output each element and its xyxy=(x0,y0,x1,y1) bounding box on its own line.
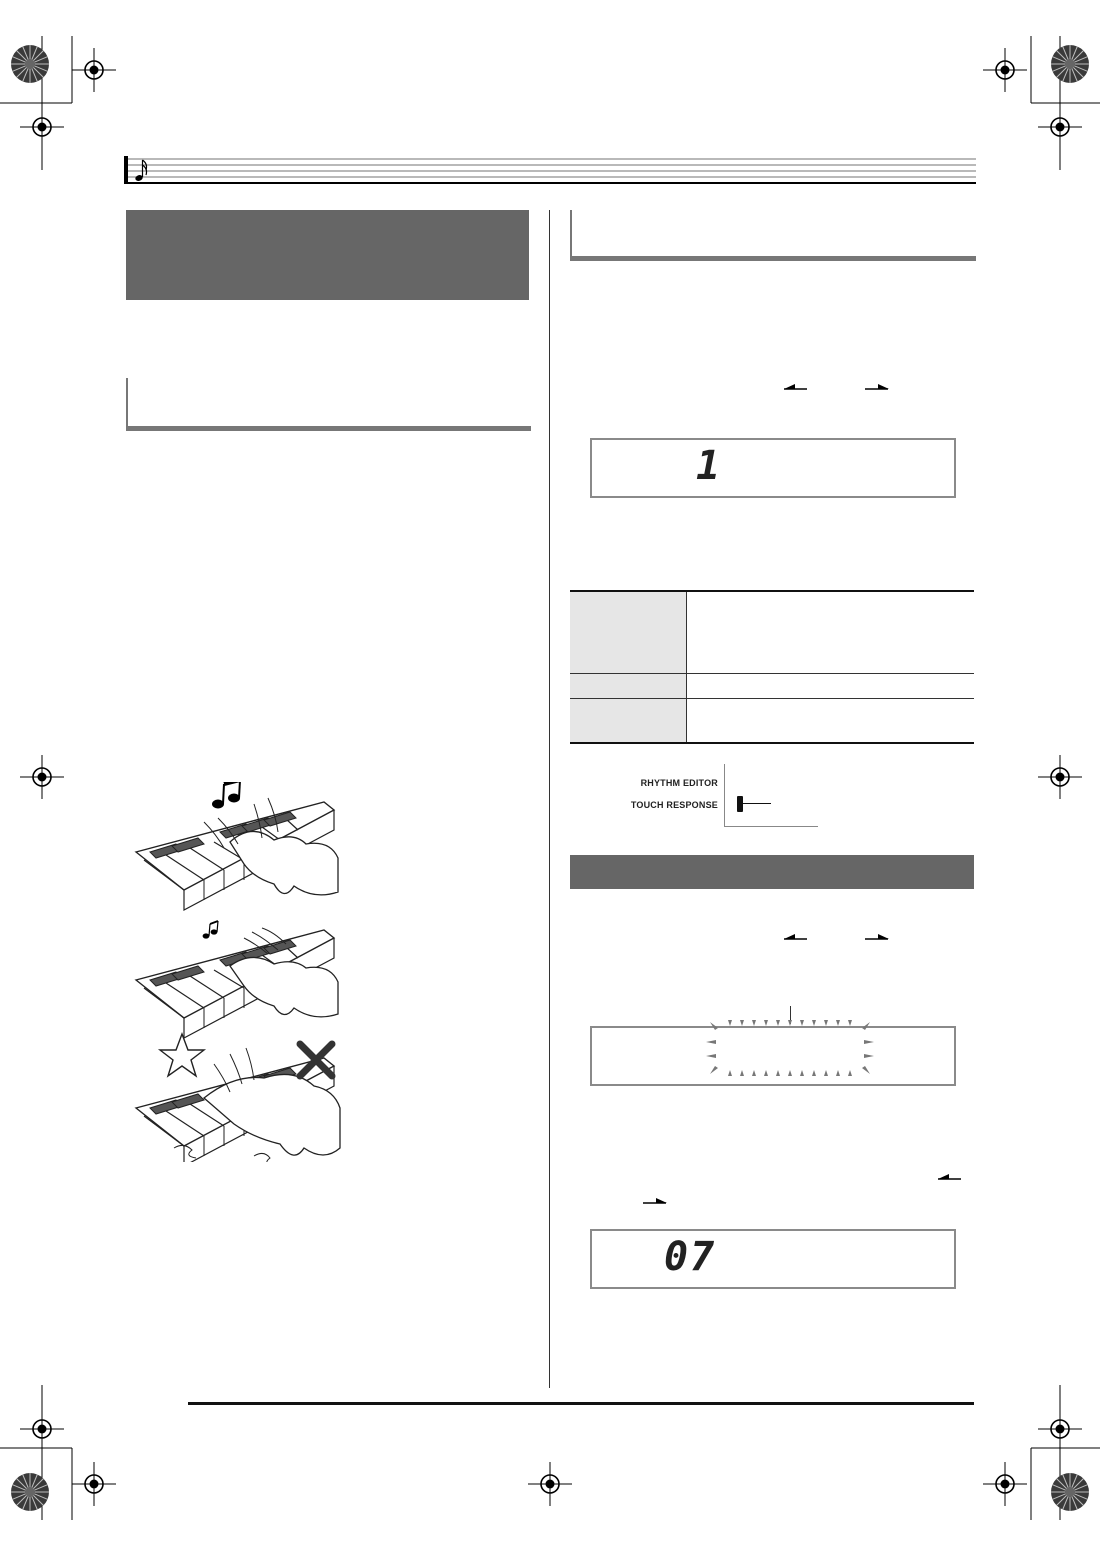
table-row xyxy=(570,699,974,742)
pointer-line xyxy=(743,803,771,804)
table-row xyxy=(570,592,974,673)
section-heading-block xyxy=(126,210,529,300)
hand-icon xyxy=(230,831,338,894)
column-divider xyxy=(549,210,550,1388)
touch-response-label: TOUCH RESPONSE xyxy=(630,800,718,810)
table-row xyxy=(570,674,974,698)
keyboard-illustration-icon xyxy=(134,782,344,1162)
color-wheel-icon xyxy=(1051,45,1089,83)
color-wheel-icon xyxy=(11,1473,49,1511)
table-row-label-cell xyxy=(570,699,687,742)
star-icon xyxy=(160,1034,204,1076)
settings-table xyxy=(570,590,974,744)
arrow-right-icon xyxy=(642,1196,668,1206)
touch-response-button[interactable] xyxy=(737,796,743,812)
table-row-label-cell xyxy=(570,674,687,698)
color-wheel-icon xyxy=(1051,1473,1089,1511)
arrow-right-icon xyxy=(864,382,890,392)
music-staff-header xyxy=(124,156,976,186)
music-note-icon xyxy=(203,921,218,939)
button-panel xyxy=(600,764,820,828)
staff-bar-icon xyxy=(124,156,128,184)
subsection-heading-rule xyxy=(126,378,531,431)
arrow-left-icon xyxy=(783,932,809,942)
table-bottom-rule xyxy=(570,742,974,744)
rhythm-editor-label: RHYTHM EDITOR xyxy=(640,778,718,788)
lcd-display-touch-setting xyxy=(590,438,956,498)
lcd-value: 1 xyxy=(696,443,721,489)
arrow-right-icon xyxy=(864,932,890,942)
table-row-label-cell xyxy=(570,592,687,673)
footer-rule xyxy=(188,1402,974,1405)
lcd-display-number-setting xyxy=(590,1229,956,1289)
arrow-left-icon xyxy=(937,1172,963,1182)
subsection-heading-rule xyxy=(570,210,976,261)
lcd-value: 07 xyxy=(664,1234,717,1280)
music-note-icon xyxy=(212,782,240,809)
arrow-left-icon xyxy=(783,382,809,392)
color-wheel-icon xyxy=(11,45,49,83)
flashing-indicator-icon xyxy=(700,1014,880,1082)
section-heading-bar xyxy=(570,855,974,889)
